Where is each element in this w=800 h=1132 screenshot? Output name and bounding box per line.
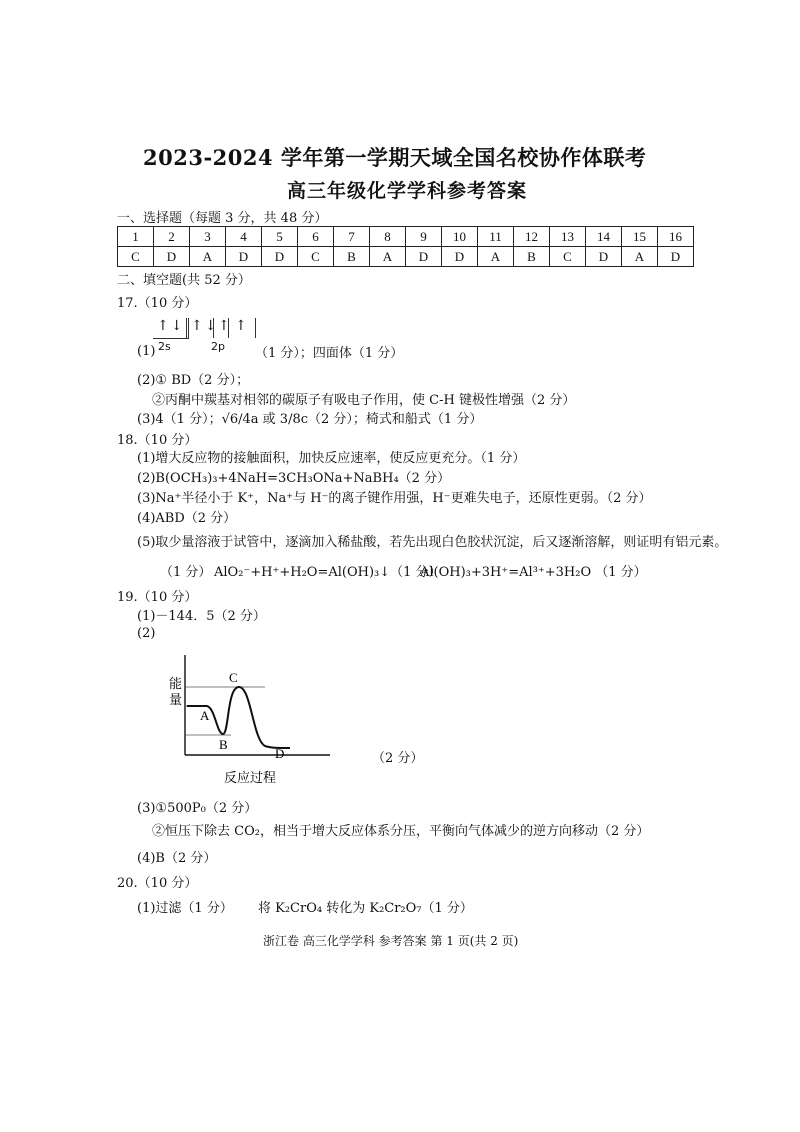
answer-choice-row xyxy=(118,247,694,267)
orbital-2p-label: 2p xyxy=(211,340,225,353)
q18-line4: (4)ABD（2 分） xyxy=(137,511,237,526)
answer-number-row xyxy=(118,227,694,247)
q17-heading: 17.（10 分） xyxy=(117,296,198,311)
q18-heading: 18.（10 分） xyxy=(117,433,198,448)
answer-choice-cell: D xyxy=(226,247,262,267)
q20-line1-b: 将 K₂CrO₄ 转化为 K₂Cr₂O₇（1 分） xyxy=(258,901,473,916)
answer-choice-cell: A xyxy=(622,247,658,267)
energy-profile-graph xyxy=(165,650,345,790)
answer-choice-cell: D xyxy=(262,247,298,267)
answer-choice-cell: A xyxy=(370,247,406,267)
answer-number-cell: 12 xyxy=(514,227,550,247)
q18-line6-score: （1 分） xyxy=(160,565,212,580)
orbital-2p-box-3: ↑ xyxy=(228,318,256,338)
answer-number-cell: 2 xyxy=(154,227,190,247)
q17-line3: ②丙酮中羰基对相邻的碳原子有吸电子作用，使 C-H 键极性增强（2 分） xyxy=(152,393,576,408)
answer-choice-cell: A xyxy=(478,247,514,267)
point-label-d: D xyxy=(275,746,285,761)
answer-number-cell: 4 xyxy=(226,227,262,247)
answer-choice-cell: B xyxy=(334,247,370,267)
answer-choice-cell: D xyxy=(658,247,694,267)
answer-table xyxy=(117,226,694,267)
point-label-a: A xyxy=(200,708,210,723)
answer-number-cell: 5 xyxy=(262,227,298,247)
q19-line4: ②恒压下除去 CO₂，相当于增大反应体系分压，平衡向气体减少的逆方向移动（2 分） xyxy=(152,824,650,839)
section2-heading: 二、填空题(共 52 分） xyxy=(117,273,251,288)
answer-choice-cell: C xyxy=(550,247,586,267)
y-axis-label-1: 能 xyxy=(169,677,183,692)
answer-number-cell: 13 xyxy=(550,227,586,247)
q17-line1-prefix: (1) xyxy=(137,344,156,359)
x-axis-label: 反应过程 xyxy=(223,771,277,786)
q17-line2: (2)① BD（2 分）； xyxy=(137,373,250,388)
orbital-2s-label: 2s xyxy=(158,340,171,353)
q18-line5: (5)取少量溶液于试管中，逐滴加入稀盐酸，若先出现白色胶状沉淀，后又逐渐溶解，则证明有铝元素。 xyxy=(137,535,728,550)
answer-number-cell: 7 xyxy=(334,227,370,247)
q17-line1-rest: （1 分）；四面体（1 分） xyxy=(255,346,404,361)
q18-line1: (1)增大反应物的接触面积，加快反应速率，使反应更充分。（1 分） xyxy=(137,451,526,466)
answer-number-cell: 11 xyxy=(478,227,514,247)
answer-choice-cell: D xyxy=(442,247,478,267)
q19-line2: (2) xyxy=(137,626,156,641)
section1-heading: 一、选择题（每题 3 分，共 48 分） xyxy=(117,211,328,226)
page-title: 2023-2024 学年第一学期天域全国名校协作体联考 xyxy=(143,145,647,170)
answer-choice-cell: C xyxy=(118,247,154,267)
q20-heading: 20.（10 分） xyxy=(117,876,198,891)
q19-graph-score: （2 分） xyxy=(372,751,424,766)
orbital-2p-box-2: ↑ xyxy=(213,318,236,338)
q18-line6-equation1: AlO₂⁻+H⁺+H₂O=Al(OH)₃↓（1 分） xyxy=(214,565,442,580)
point-label-b: B xyxy=(219,737,228,752)
answer-number-cell: 1 xyxy=(118,227,154,247)
page-subtitle: 高三年级化学学科参考答案 xyxy=(287,180,528,202)
q18-line2: (2)B(OCH₃)₃+4NaH=3CH₃ONa+NaBH₄（2 分） xyxy=(137,471,451,486)
answer-choice-cell: D xyxy=(586,247,622,267)
q19-line5: (4)B（2 分） xyxy=(137,851,217,866)
answer-choice-cell: D xyxy=(406,247,442,267)
q20-line1-a: (1)过滤（1 分） xyxy=(137,901,233,916)
answer-choice-cell: D xyxy=(154,247,190,267)
answer-number-cell: 14 xyxy=(586,227,622,247)
q19-line3: (3)①500P₀（2 分） xyxy=(137,801,258,816)
answer-number-cell: 9 xyxy=(406,227,442,247)
y-axis-label-2: 量 xyxy=(169,693,183,708)
q19-heading: 19.（10 分） xyxy=(117,590,198,605)
answer-number-cell: 6 xyxy=(298,227,334,247)
answer-number-cell: 3 xyxy=(190,227,226,247)
page-footer: 浙江卷 高三化学学科 参考答案 第 1 页(共 2 页) xyxy=(263,934,519,948)
q18-line3: (3)Na⁺半径小于 K⁺，Na⁺与 H⁻的离子键作用强，H⁻更难失电子，还原性更弱。（2 分） xyxy=(137,491,652,506)
answer-choice-cell: B xyxy=(514,247,550,267)
answer-number-cell: 15 xyxy=(622,227,658,247)
answer-number-cell: 16 xyxy=(658,227,694,247)
answer-choice-cell: A xyxy=(190,247,226,267)
q19-line1: (1)－144．5（2 分） xyxy=(137,609,266,624)
q18-line6-equation2: Al(OH)₃+3H⁺=Al³⁺+3H₂O （1 分） xyxy=(420,565,647,580)
q17-line4: (3)4（1 分）；√6/4a 或 3/8c（2 分）；椅式和船式（1 分） xyxy=(137,412,483,427)
orbital-2p-box-1: ↑↓ xyxy=(186,318,222,338)
answer-number-cell: 8 xyxy=(370,227,406,247)
answer-choice-cell: C xyxy=(298,247,334,267)
point-label-c: C xyxy=(229,670,238,685)
answer-number-cell: 10 xyxy=(442,227,478,247)
orbital-2s-box: ↑↓ xyxy=(153,318,189,339)
